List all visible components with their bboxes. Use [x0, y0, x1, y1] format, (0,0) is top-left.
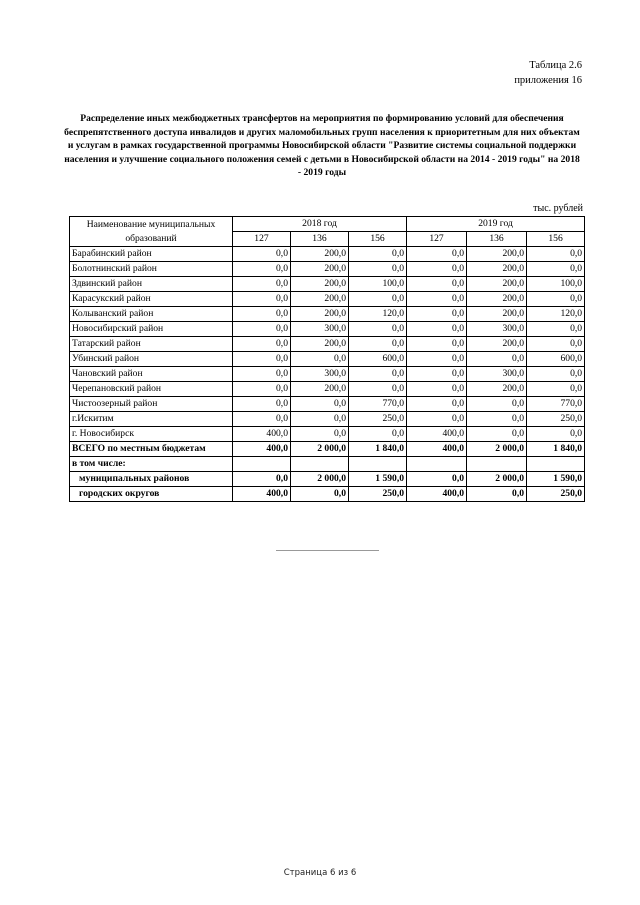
row-value: 770,0	[527, 397, 585, 412]
year-header-2019: 2019 год	[407, 217, 585, 232]
table-row	[70, 352, 585, 367]
row-value: 0,0	[467, 412, 527, 427]
row-value: 0,0	[349, 262, 407, 277]
row-value: 0,0	[233, 352, 291, 367]
page-footer: Страница 6 из 6	[283, 868, 357, 878]
row-value: 300,0	[291, 367, 349, 382]
row-value: 0,0	[407, 367, 467, 382]
row-name: Болотнинский район	[70, 262, 233, 277]
row-value: 200,0	[291, 307, 349, 322]
appendix-label: приложения 16	[514, 75, 582, 86]
row-value: 250,0	[349, 487, 407, 502]
row-value: 0,0	[233, 247, 291, 262]
row-value: 0,0	[407, 412, 467, 427]
row-value: 0,0	[407, 397, 467, 412]
row-value: 0,0	[233, 337, 291, 352]
row-value: 0,0	[291, 427, 349, 442]
table-reference	[514, 58, 582, 88]
row-value: 0,0	[407, 472, 467, 487]
row-value: 0,0	[467, 427, 527, 442]
table-row	[70, 247, 585, 262]
row-value: 0,0	[407, 247, 467, 262]
row-value: 770,0	[349, 397, 407, 412]
table-row	[70, 277, 585, 292]
row-value: 0,0	[407, 337, 467, 352]
table-body	[70, 247, 585, 502]
row-value: 2 000,0	[291, 472, 349, 487]
code-header: 127	[407, 232, 467, 247]
row-value: 0,0	[233, 277, 291, 292]
row-value: 120,0	[527, 307, 585, 322]
row-value: 200,0	[467, 262, 527, 277]
row-value: 200,0	[467, 382, 527, 397]
row-name: Черепановский район	[70, 382, 233, 397]
row-name: городских округов	[70, 487, 233, 502]
row-value: 0,0	[407, 277, 467, 292]
row-value: 200,0	[467, 307, 527, 322]
row-value: 0,0	[349, 322, 407, 337]
row-value: 1 840,0	[349, 442, 407, 457]
row-value: 400,0	[233, 427, 291, 442]
row-value: 0,0	[349, 427, 407, 442]
row-value: 200,0	[291, 382, 349, 397]
row-value: 250,0	[527, 412, 585, 427]
row-value: 0,0	[407, 352, 467, 367]
row-value: 0,0	[291, 412, 349, 427]
row-value: 200,0	[291, 337, 349, 352]
row-value: 400,0	[233, 442, 291, 457]
table-row	[70, 292, 585, 307]
units-label: тыс. рублей	[533, 203, 583, 214]
row-value: 0,0	[233, 292, 291, 307]
row-value: 300,0	[291, 322, 349, 337]
table-row	[70, 412, 585, 427]
row-value: 250,0	[527, 487, 585, 502]
row-value: 0,0	[407, 307, 467, 322]
row-value: 1 590,0	[527, 472, 585, 487]
row-value: 2 000,0	[291, 442, 349, 457]
row-value: 0,0	[527, 262, 585, 277]
row-value: 0,0	[233, 367, 291, 382]
row-name: Татарский район	[70, 337, 233, 352]
row-value: 200,0	[467, 337, 527, 352]
row-value: 0,0	[349, 367, 407, 382]
table-row	[70, 322, 585, 337]
document-title: Распределение иных межбюджетных трансфертов на мероприятия по формированию условий для обеспечения беспрепятственного доступа инвалидов и других маломобильных групп населения к приоритетным для них объектам и услугам в рамках государственной программы Новосибирской области "Развитие системы социальной поддержки населения и улучшение социального положения семей с детьми в Новосибирской области на 2014 - 2019 годы" на 2018 - 2019 годы	[64, 113, 580, 179]
row-value: 600,0	[527, 352, 585, 367]
row-name: Чановский район	[70, 367, 233, 382]
code-header: 136	[467, 232, 527, 247]
year-header-2018: 2018 год	[233, 217, 407, 232]
row-value: 0,0	[527, 427, 585, 442]
table-row	[70, 307, 585, 322]
empty-cell	[407, 457, 467, 472]
code-header: 136	[291, 232, 349, 247]
row-value: 0,0	[467, 352, 527, 367]
row-value: 0,0	[233, 307, 291, 322]
row-value: 300,0	[467, 367, 527, 382]
empty-cell	[349, 457, 407, 472]
row-name: Колыванский район	[70, 307, 233, 322]
row-name: Карасукский район	[70, 292, 233, 307]
row-value: 0,0	[233, 262, 291, 277]
row-value: 400,0	[233, 487, 291, 502]
row-name: г. Новосибирск	[70, 427, 233, 442]
row-value: 120,0	[349, 307, 407, 322]
empty-cell	[291, 457, 349, 472]
row-name: муниципальных районов	[70, 472, 233, 487]
empty-cell	[527, 457, 585, 472]
row-value: 200,0	[291, 292, 349, 307]
row-value: 0,0	[527, 322, 585, 337]
code-header: 156	[527, 232, 585, 247]
row-value: 0,0	[349, 247, 407, 262]
row-value: 400,0	[407, 442, 467, 457]
row-value: 0,0	[349, 292, 407, 307]
end-rule	[276, 550, 379, 551]
table-row	[70, 367, 585, 382]
row-value: 600,0	[349, 352, 407, 367]
row-value: 0,0	[233, 472, 291, 487]
row-value: 200,0	[291, 277, 349, 292]
table-row	[70, 382, 585, 397]
row-value: 0,0	[349, 337, 407, 352]
row-value: 300,0	[467, 322, 527, 337]
row-name: г.Искитим	[70, 412, 233, 427]
row-value: 200,0	[467, 277, 527, 292]
row-value: 200,0	[291, 262, 349, 277]
distribution-table	[69, 216, 585, 502]
row-value: 100,0	[527, 277, 585, 292]
row-value: 0,0	[233, 382, 291, 397]
row-value: 0,0	[407, 292, 467, 307]
row-value: 200,0	[467, 247, 527, 262]
row-value: 0,0	[527, 337, 585, 352]
table-row	[70, 262, 585, 277]
row-value: 1 590,0	[349, 472, 407, 487]
table-row	[70, 397, 585, 412]
row-value: 400,0	[407, 427, 467, 442]
table-row	[70, 337, 585, 352]
row-value: 0,0	[233, 397, 291, 412]
row-value: 0,0	[527, 292, 585, 307]
row-value: 200,0	[467, 292, 527, 307]
row-value: 0,0	[233, 322, 291, 337]
row-value: 400,0	[407, 487, 467, 502]
row-value: 0,0	[407, 262, 467, 277]
row-value: 0,0	[467, 397, 527, 412]
row-value: 0,0	[233, 412, 291, 427]
row-value: 0,0	[291, 487, 349, 502]
row-value: 100,0	[349, 277, 407, 292]
row-value: 2 000,0	[467, 442, 527, 457]
empty-cell	[467, 457, 527, 472]
subtotal-row	[70, 472, 585, 487]
column-header-municipality: Наименование муниципальных образований	[70, 217, 233, 247]
row-value: 0,0	[467, 487, 527, 502]
row-value: 0,0	[527, 367, 585, 382]
empty-cell	[233, 457, 291, 472]
including-row	[70, 457, 585, 472]
row-name: Здвинский район	[70, 277, 233, 292]
row-name: Барабинский район	[70, 247, 233, 262]
row-name: ВСЕГО по местным бюджетам	[70, 442, 233, 457]
including-label: в том числе:	[70, 457, 233, 472]
row-value: 0,0	[407, 322, 467, 337]
row-name: Новосибирский район	[70, 322, 233, 337]
row-value: 200,0	[291, 247, 349, 262]
row-value: 250,0	[349, 412, 407, 427]
code-header: 156	[349, 232, 407, 247]
code-header: 127	[233, 232, 291, 247]
table-row	[70, 427, 585, 442]
row-name: Убинский район	[70, 352, 233, 367]
row-value: 1 840,0	[527, 442, 585, 457]
row-value: 0,0	[527, 247, 585, 262]
row-name: Чистоозерный район	[70, 397, 233, 412]
total-row	[70, 442, 585, 457]
row-value: 0,0	[527, 382, 585, 397]
row-value: 0,0	[291, 397, 349, 412]
row-value: 2 000,0	[467, 472, 527, 487]
row-value: 0,0	[291, 352, 349, 367]
row-value: 0,0	[349, 382, 407, 397]
table-label: Таблица 2.6	[529, 60, 582, 71]
row-value: 0,0	[407, 382, 467, 397]
subtotal-row	[70, 487, 585, 502]
